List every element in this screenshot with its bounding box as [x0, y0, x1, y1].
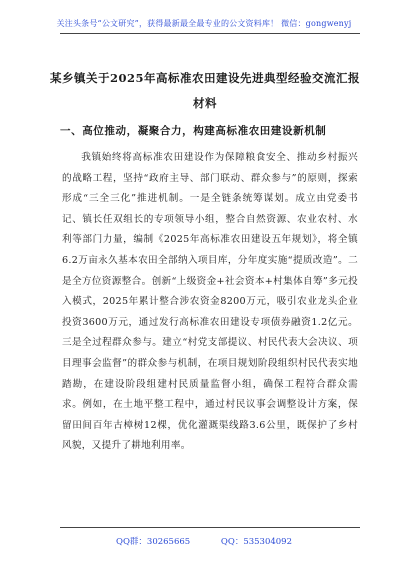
section-heading-1: 一、高位推动，凝聚合力，构建高标准农田建设新机制	[60, 125, 327, 137]
header-promo-note: 关注头条号“公文研究”，获得最新最全最专业的公文资料库！ 微信：gongwenyj	[56, 19, 352, 28]
footer-divider	[60, 527, 360, 528]
header-divider	[60, 33, 360, 34]
footer-contact	[0, 535, 408, 547]
document-title: 某乡镇关于2025年高标准农田建设先进典型经验交流汇报材料	[50, 71, 361, 110]
footer-qq-group: QQ群：30265665	[115, 537, 191, 547]
section-body-1: 我镇始终将高标准农田建设作为保障粮食安全、推动乡村振兴的战略工程，坚持“政府主导、部门联动、群众参与”的原则，探索形成“三全三化”推进机制。一是全链条统筹谋划。成立由党委书记、镇长任双组长的专项领导小组，整合自然资源、农业农村、水利等部门力量，编制《2025年高标准农田建设五年规划》，将全镇6.2万亩永久基本农田全部纳入项目库，分年度实施“提质改造”。二是全方位资源整合。创新“上级资金+社会资本+村集体自筹”多元投入模式，2025年累计整合涉农资金8200万元，吸引农业龙头企业投资3600万元，通过发行高标准农田建设专项债券融资1.2亿元。三是全过程群众参与。建立“村党支部提议、村民代表大会决议、项目理事会监督”的群众参与机制，在项目规划阶段组织村民代表实地踏勘，在建设阶段组建村民质量监督小组，确保工程符合群众需求。例如，在土地平整工程中，通过村民议事会调整设计方案，保留田间百年古樟树12棵，优化灌溉渠线路3.6公里，既保护了乡村风貌，又提升了耕地利用率。	[62, 152, 358, 452]
footer-qq: QQ：535304092	[220, 537, 292, 547]
